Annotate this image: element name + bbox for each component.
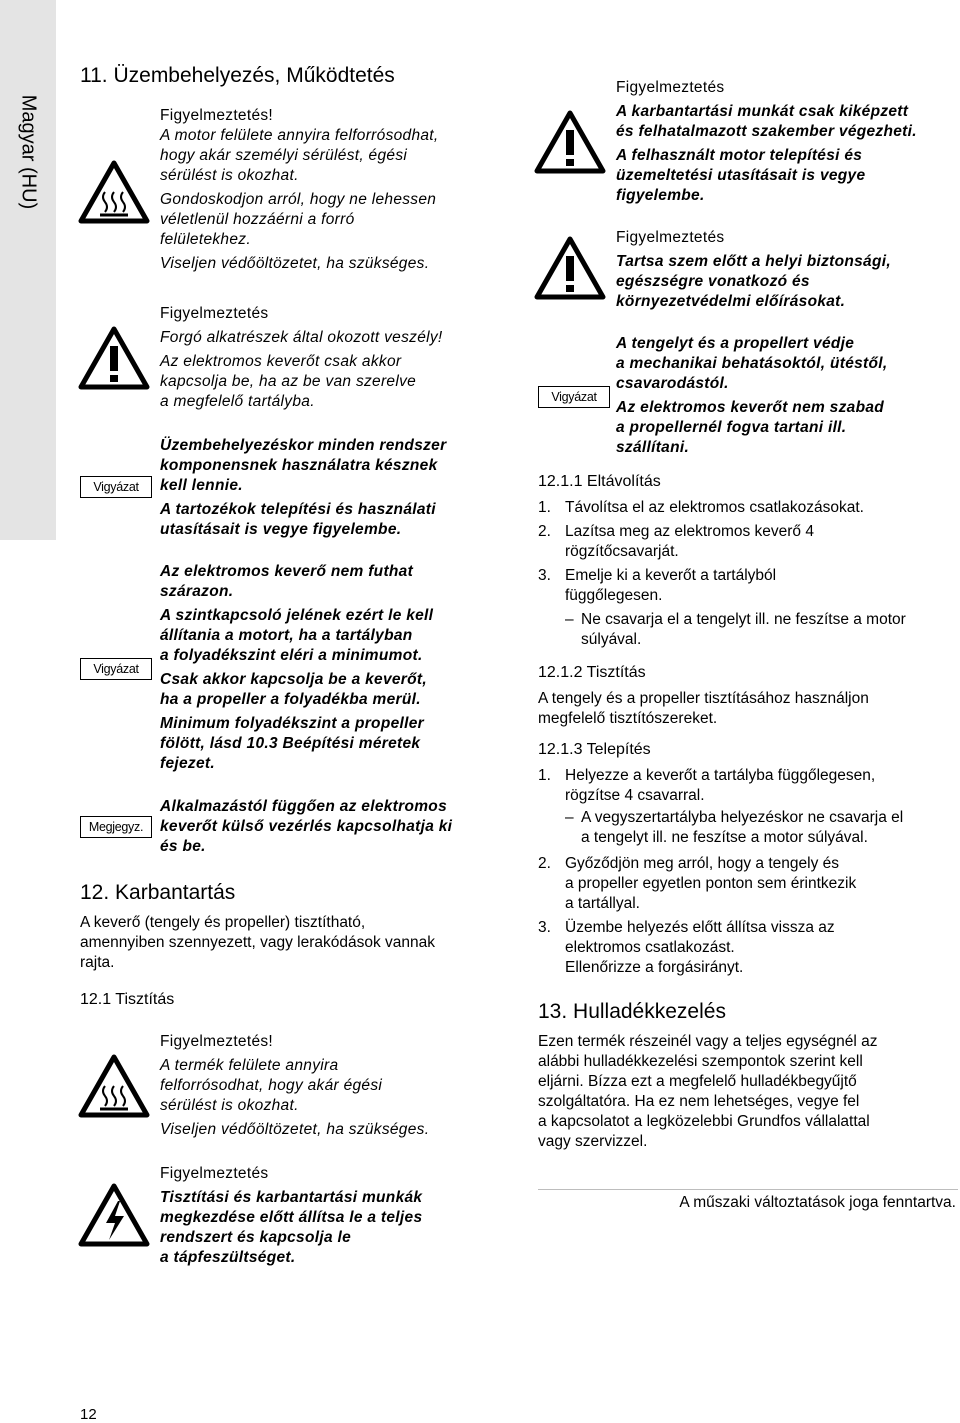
page-number: 12 <box>80 1406 97 1423</box>
caution-text: a propellernél fogva tartani ill. <box>616 419 847 436</box>
list-text: Győződjön meg arról, hogy a tengely és <box>565 855 839 872</box>
warning-text: és felhatalmazott szakember végezheti. <box>616 123 917 140</box>
list-text: Emelje ki a keverőt a tartályból <box>565 567 777 584</box>
paragraph-line: eljárni. Bízza ezt a megfelelő hulladékbegyűjtő <box>538 1073 857 1090</box>
paragraph-line: Ezen termék részeinél vagy a teljes egységnél az <box>538 1033 878 1050</box>
caution-dry-run <box>160 562 433 774</box>
list-number: 3. <box>538 919 551 936</box>
warning-text: kapcsolja be, ha az be van szerelve <box>160 373 417 390</box>
paragraph-line: szolgáltatóra. Ha ez nem lehetséges, vegye fel <box>538 1093 860 1110</box>
note-text: keverőt külső vezérlés kapcsolhatja ki <box>160 818 453 835</box>
list-text: rögzítőcsavarját. <box>565 543 679 560</box>
paragraph-line: alábbi hulladékkezelési szempontok szerint kell <box>538 1053 863 1070</box>
list-text: rögzítse 4 csavarral. <box>565 787 705 804</box>
caution-label: Vigyázat <box>538 386 610 408</box>
list-dash: – <box>565 809 574 826</box>
subsection-12-1-title: 12.1 Tisztítás <box>80 991 175 1008</box>
list-item <box>538 766 958 808</box>
warning-rotating-parts <box>160 304 443 412</box>
exclamation-warning-icon <box>78 326 150 390</box>
warning-electrical <box>160 1164 422 1268</box>
caution-text: utasításait is vegye figyelembe. <box>160 521 402 538</box>
section-11-title: 11. Üzembehelyezés, Működtetés <box>80 64 395 87</box>
list-text: függőlegesen. <box>565 587 663 604</box>
note-label: Megjegyz. <box>80 816 152 838</box>
paragraph-line: A tengely és a propeller tisztításához használjon <box>538 690 869 707</box>
list-item <box>538 854 958 918</box>
note-external-control <box>160 797 452 857</box>
warning-qualified-personnel <box>616 78 917 206</box>
caution-shaft-protection <box>616 334 888 458</box>
caution-text: komponensnek használatra késznek <box>160 457 438 474</box>
warning-text: hogy akár személyi sérülést, égési <box>160 147 408 164</box>
caution-text: a folyadékszint eléri a minimumot. <box>160 647 423 664</box>
language-side-tab <box>0 0 56 540</box>
list-number: 1. <box>538 767 551 784</box>
warning-text: a megfelelő tartályba. <box>160 393 315 410</box>
warning-text: a tápfeszültséget. <box>160 1249 296 1266</box>
subsection-12-1-2-title: 12.1.2 Tisztítás <box>538 664 646 681</box>
list-text: Helyezze a keverőt a tartályba függőlegesen, <box>565 767 876 784</box>
warning-text: sérülést is okozhat. <box>160 167 299 184</box>
subsection-12-1-1-title: 12.1.1 Eltávolítás <box>538 473 661 490</box>
list-text: a tartállyal. <box>565 895 640 912</box>
warning-text: környezetvédelmi előírásokat. <box>616 293 846 310</box>
warning-text: Viseljen védőöltözetet, ha szükséges. <box>160 255 430 272</box>
warning-text: figyelembe. <box>616 187 705 204</box>
warning-text: Viseljen védőöltözetet, ha szükséges. <box>160 1121 430 1138</box>
disposal-paragraph <box>538 1032 877 1152</box>
caution-text: ha a propeller a folyadékba merül. <box>160 691 421 708</box>
warning-text: A felhasznált motor telepítési és <box>616 147 863 164</box>
section-13-title: 13. Hulladékkezelés <box>538 1000 726 1023</box>
caution-label: Vigyázat <box>80 658 152 680</box>
caution-text: Üzembehelyezéskor minden rendszer <box>160 437 447 454</box>
list-number: 3. <box>538 567 551 584</box>
list-text: Lazítsa meg az elektromos keverő 4 <box>565 523 814 540</box>
warning-text: felületekhez. <box>160 231 251 248</box>
exclamation-warning-icon <box>534 236 606 300</box>
warning-text: egészségre vonatkozó és <box>616 273 810 290</box>
warning-text: Tisztítási és karbantartási munkák <box>160 1189 423 1206</box>
list-number: 2. <box>538 523 551 540</box>
caution-text: fölött, lásd 10.3 Beépítési méretek <box>160 735 421 752</box>
warning-hot-motor <box>160 106 439 274</box>
electrical-hazard-icon <box>78 1183 150 1247</box>
warning-text: véletlenül hozzáérni a forró <box>160 211 355 228</box>
section-12-title: 12. Karbantartás <box>80 881 236 904</box>
caution-text: Minimum folyadékszint a propeller <box>160 715 424 732</box>
list-text: Üzembe helyezés előtt állítsa vissza az <box>565 919 835 936</box>
warning-text: A motor felülete annyira felforrósodhat, <box>160 127 439 144</box>
paragraph-line: vagy szervizzel. <box>538 1133 648 1150</box>
warning-heading: Figyelmeztetés <box>616 79 725 96</box>
paragraph-line: a kapcsolatot a legközelebbi Grundfos vállalattal <box>538 1113 870 1130</box>
warning-text: Forgó alkatrészek által okozott veszély! <box>160 329 443 346</box>
caution-text: A tartozékok telepítési és használati <box>160 501 436 518</box>
warning-heading: Figyelmeztetés <box>616 229 725 246</box>
list-dash: – <box>565 611 574 628</box>
warning-text: megkezdése előtt állítsa le a teljes <box>160 1209 423 1226</box>
caution-text: szárazon. <box>160 583 234 600</box>
caution-text: állítania a motort, ha a tartályban <box>160 627 413 644</box>
warning-text: rendszert és kapcsolja le <box>160 1229 352 1246</box>
caution-text: kell lennie. <box>160 477 243 494</box>
paragraph-line: rajta. <box>80 954 115 971</box>
exclamation-warning-icon <box>534 110 606 174</box>
caution-text: Csak akkor kapcsolja be a keverőt, <box>160 671 427 688</box>
warning-text: üzemeltetési utasításait is vegye <box>616 167 866 184</box>
paragraph-line: A keverő (tengely és propeller) tisztítható, <box>80 914 366 931</box>
removal-steps <box>538 498 958 652</box>
warning-text: sérülést is okozhat. <box>160 1097 299 1114</box>
hot-surface-warning-icon <box>78 1054 150 1118</box>
list-text: elektromos csatlakozást. <box>565 939 735 956</box>
list-text: Távolítsa el az elektromos csatlakozásokat. <box>565 499 864 516</box>
list-item <box>538 522 958 566</box>
list-item <box>538 918 958 980</box>
technical-changes-note: A műszaki változtatások joga fenntartva. <box>679 1194 956 1211</box>
caution-text: fejezet. <box>160 755 215 772</box>
note-text: Alkalmazástól függően az elektromos <box>160 798 447 815</box>
list-item <box>538 566 958 610</box>
warning-text: Az elektromos keverőt csak akkor <box>160 353 402 370</box>
warning-text: Tartsa szem előtt a helyi biztonsági, <box>616 253 891 270</box>
paragraph-line: megfelelő tisztítószereket. <box>538 710 718 727</box>
list-text: Ellenőrizze a forgásirányt. <box>565 959 744 976</box>
caution-text: Az elektromos keverőt nem szabad <box>616 399 885 416</box>
warning-heading: Figyelmeztetés! <box>160 107 274 124</box>
caution-text: csavarodástól. <box>616 375 729 392</box>
paragraph-line: amennyiben szennyezett, vagy lerakódások vannak <box>80 934 435 951</box>
list-number: 1. <box>538 499 551 516</box>
warning-text: A termék felülete annyira <box>160 1057 339 1074</box>
section-12-intro <box>80 913 435 973</box>
language-label: Magyar (HU) <box>17 94 40 210</box>
list-subitem <box>538 610 958 652</box>
list-number: 2. <box>538 855 551 872</box>
warning-local-regulations <box>616 228 891 312</box>
warning-text: A karbantartási munkát csak kiképzett <box>616 103 909 120</box>
warning-heading: Figyelmeztetés! <box>160 1033 274 1050</box>
caution-commissioning <box>160 436 446 540</box>
caution-label: Vigyázat <box>80 476 152 498</box>
warning-heading: Figyelmeztetés <box>160 1165 269 1182</box>
note-text: és be. <box>160 838 206 855</box>
subsection-12-1-3-title: 12.1.3 Telepítés <box>538 741 651 758</box>
caution-text: Az elektromos keverő nem futhat <box>160 563 414 580</box>
caution-text: a mechanikai behatásoktól, ütéstől, <box>616 355 888 372</box>
warning-hot-product <box>160 1032 429 1140</box>
warning-text: felforrósodhat, hogy akár égési <box>160 1077 383 1094</box>
warning-heading: Figyelmeztetés <box>160 305 269 322</box>
cleaning-paragraph <box>538 689 869 729</box>
installation-steps <box>538 766 958 980</box>
list-text: a propeller egyetlen ponton sem érintkezik <box>565 875 857 892</box>
caution-text: szállítani. <box>616 439 690 456</box>
hot-surface-warning-icon <box>78 160 150 224</box>
caution-text: A tengelyt és a propellert védje <box>616 335 855 352</box>
list-text: a tengelyt ill. ne feszítse a motor súlyával. <box>581 829 868 846</box>
divider <box>538 1189 958 1190</box>
list-subitem <box>538 808 958 854</box>
caution-text: A szintkapcsoló jelének ezért le kell <box>160 607 434 624</box>
list-text: súlyával. <box>581 631 642 648</box>
list-text: Ne csavarja el a tengelyt ill. ne feszítse a motor <box>581 611 906 628</box>
list-text: A vegyszertartályba helyezéskor ne csavarja el <box>581 809 904 826</box>
warning-text: Gondoskodjon arról, hogy ne lehessen <box>160 191 437 208</box>
list-item <box>538 498 958 518</box>
